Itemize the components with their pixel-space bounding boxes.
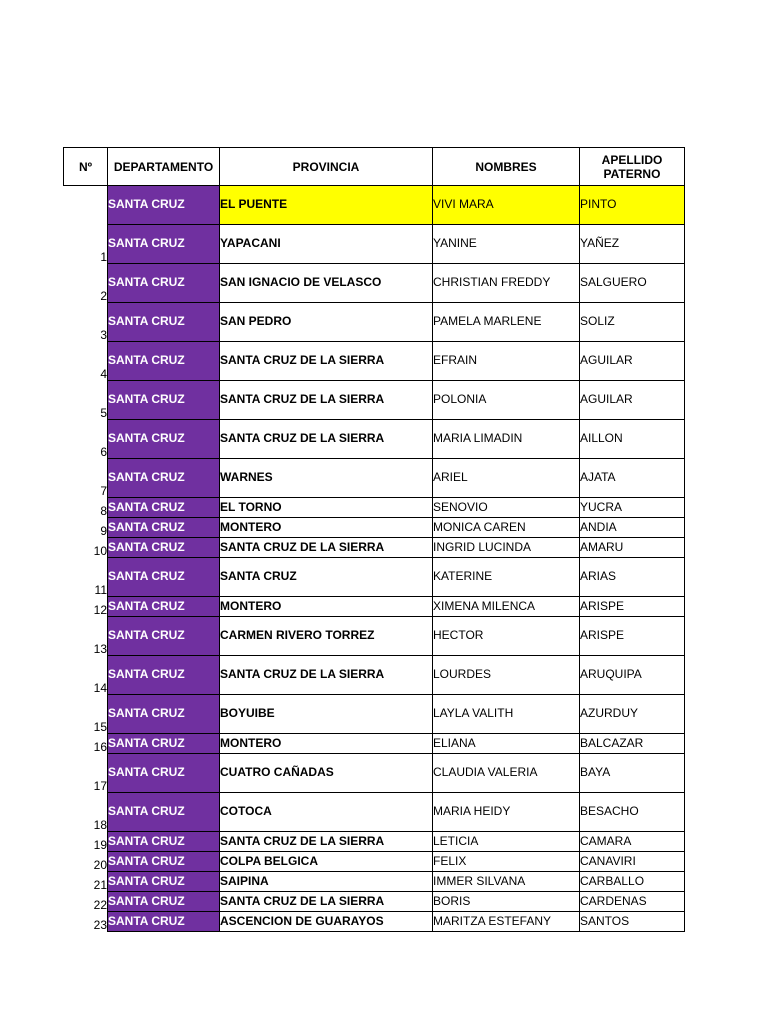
table-row xyxy=(64,420,685,459)
departamento-cell: SANTA CRUZ xyxy=(108,793,220,832)
apellido-cell: BAYA xyxy=(580,754,685,793)
apellido-cell: AZURDUY xyxy=(580,695,685,734)
row-number-cell: 1 xyxy=(100,249,107,264)
nombres-cell: MONICA CAREN xyxy=(433,518,580,538)
table-row xyxy=(64,558,685,597)
table-row xyxy=(64,342,685,381)
apellido-cell: AJATA xyxy=(580,459,685,498)
table-row xyxy=(64,303,685,342)
apellido-cell: AGUILAR xyxy=(580,342,685,381)
table-row xyxy=(64,872,685,892)
departamento-cell: SANTA CRUZ xyxy=(108,872,220,892)
departamento-cell: SANTA CRUZ xyxy=(108,264,220,303)
provincia-cell: SANTA CRUZ xyxy=(220,558,433,597)
table-row xyxy=(64,892,685,912)
provincia-cell: CARMEN RIVERO TORREZ xyxy=(220,617,433,656)
departamento-cell: SANTA CRUZ xyxy=(108,656,220,695)
provincia-cell: SANTA CRUZ DE LA SIERRA xyxy=(220,832,433,852)
nombres-cell: XIMENA MILENCA xyxy=(433,597,580,617)
table-row xyxy=(64,225,685,264)
departamento-cell: SANTA CRUZ xyxy=(108,695,220,734)
row-number-cell xyxy=(64,186,108,225)
departamento-cell: SANTA CRUZ xyxy=(108,518,220,538)
table-body xyxy=(64,186,685,932)
apellido-cell: PINTO xyxy=(580,186,685,225)
provincia-cell: CUATRO CAÑADAS xyxy=(220,754,433,793)
nombres-cell: KATERINE xyxy=(433,558,580,597)
provincia-cell: SANTA CRUZ DE LA SIERRA xyxy=(220,420,433,459)
provincia-cell: SAN PEDRO xyxy=(220,303,433,342)
apellido-cell: CANAVIRI xyxy=(580,852,685,872)
apellido-cell: SALGUERO xyxy=(580,264,685,303)
apellido-cell: SANTOS xyxy=(580,912,685,932)
provincia-cell: EL TORNO xyxy=(220,498,433,518)
provincia-cell: WARNES xyxy=(220,459,433,498)
nombres-cell: HECTOR xyxy=(433,617,580,656)
apellido-cell: ARISPE xyxy=(580,597,685,617)
departamento-cell: SANTA CRUZ xyxy=(108,734,220,754)
nombres-cell: MARIA HEIDY xyxy=(433,793,580,832)
departamento-cell: SANTA CRUZ xyxy=(108,225,220,264)
table-row xyxy=(64,754,685,793)
apellido-cell: ARISPE xyxy=(580,617,685,656)
row-number-cell: 15 xyxy=(93,719,107,734)
registry-table xyxy=(63,147,685,932)
header-apellido-line1: APELLIDO xyxy=(601,152,663,167)
nombres-cell: FELIX xyxy=(433,852,580,872)
row-number-cell: 14 xyxy=(93,680,107,695)
nombres-cell: CHRISTIAN FREDDY xyxy=(433,264,580,303)
row-number-cell: 8 xyxy=(100,503,107,518)
table-row xyxy=(64,734,685,754)
table-row xyxy=(64,912,685,932)
apellido-cell: CARBALLO xyxy=(580,872,685,892)
nombres-cell: INGRID LUCINDA xyxy=(433,538,580,558)
header-apellido-line2: PATERNO xyxy=(603,166,661,181)
nombres-cell: PAMELA MARLENE xyxy=(433,303,580,342)
departamento-cell: SANTA CRUZ xyxy=(108,597,220,617)
departamento-cell: SANTA CRUZ xyxy=(108,420,220,459)
apellido-cell: SOLIZ xyxy=(580,303,685,342)
header-nombres: NOMBRES xyxy=(433,148,580,186)
header-apellido xyxy=(580,148,685,186)
table-row xyxy=(64,538,685,558)
table-row xyxy=(64,617,685,656)
nombres-cell: BORIS xyxy=(433,892,580,912)
row-number-cell: 13 xyxy=(93,641,107,656)
apellido-cell: AMARU xyxy=(580,538,685,558)
nombres-cell: ELIANA xyxy=(433,734,580,754)
nombres-cell: MARIA LIMADIN xyxy=(433,420,580,459)
departamento-cell: SANTA CRUZ xyxy=(108,558,220,597)
table-row xyxy=(64,518,685,538)
row-number-cell: 20 xyxy=(93,857,107,872)
row-number-cell: 12 xyxy=(93,602,107,617)
provincia-cell: MONTERO xyxy=(220,597,433,617)
table-row xyxy=(64,459,685,498)
row-number-cell: 22 xyxy=(93,897,107,912)
row-number-cell: 6 xyxy=(100,444,107,459)
row-number-cell: 19 xyxy=(93,837,107,852)
provincia-cell: SANTA CRUZ DE LA SIERRA xyxy=(220,381,433,420)
row-number-cell: 17 xyxy=(93,778,107,793)
table-row xyxy=(64,793,685,832)
row-number-cell: 4 xyxy=(100,366,107,381)
table-row xyxy=(64,264,685,303)
departamento-cell: SANTA CRUZ xyxy=(108,892,220,912)
provincia-cell: SAN IGNACIO DE VELASCO xyxy=(220,264,433,303)
nombres-cell: EFRAIN xyxy=(433,342,580,381)
departamento-cell: SANTA CRUZ xyxy=(108,832,220,852)
row-number-cell: 18 xyxy=(93,817,107,832)
row-number-cell: 16 xyxy=(93,739,107,754)
departamento-cell: SANTA CRUZ xyxy=(108,303,220,342)
nombres-cell: IMMER SILVANA xyxy=(433,872,580,892)
apellido-cell: BESACHO xyxy=(580,793,685,832)
provincia-cell: YAPACANI xyxy=(220,225,433,264)
provincia-cell: COTOCA xyxy=(220,793,433,832)
apellido-cell: ARUQUIPA xyxy=(580,656,685,695)
departamento-cell: SANTA CRUZ xyxy=(108,342,220,381)
provincia-cell: SANTA CRUZ DE LA SIERRA xyxy=(220,342,433,381)
provincia-cell: BOYUIBE xyxy=(220,695,433,734)
row-number-cell: 2 xyxy=(100,288,107,303)
row-number-cell: 7 xyxy=(100,483,107,498)
departamento-cell: SANTA CRUZ xyxy=(108,912,220,932)
nombres-cell: ARIEL xyxy=(433,459,580,498)
apellido-cell: AILLON xyxy=(580,420,685,459)
nombres-cell: LOURDES xyxy=(433,656,580,695)
nombres-cell: MARITZA ESTEFANY xyxy=(433,912,580,932)
row-number-cell: 23 xyxy=(93,917,107,932)
departamento-cell: SANTA CRUZ xyxy=(108,186,220,225)
row-number-cell: 21 xyxy=(93,877,107,892)
provincia-cell: ASCENCION DE GUARAYOS xyxy=(220,912,433,932)
header-provincia: PROVINCIA xyxy=(220,148,433,186)
provincia-cell: MONTERO xyxy=(220,518,433,538)
provincia-cell: SAIPINA xyxy=(220,872,433,892)
apellido-cell: YUCRA xyxy=(580,498,685,518)
provincia-cell: COLPA BELGICA xyxy=(220,852,433,872)
nombres-cell: LETICIA xyxy=(433,832,580,852)
apellido-cell: ARIAS xyxy=(580,558,685,597)
apellido-cell: CARDENAS xyxy=(580,892,685,912)
row-number-cell: 10 xyxy=(93,543,107,558)
row-number-cell: 11 xyxy=(94,582,107,597)
departamento-cell: SANTA CRUZ xyxy=(108,381,220,420)
apellido-cell: AGUILAR xyxy=(580,381,685,420)
row-number-cell: 9 xyxy=(100,523,107,538)
table-row xyxy=(64,381,685,420)
header-num: Nº xyxy=(64,148,108,186)
provincia-cell: SANTA CRUZ DE LA SIERRA xyxy=(220,538,433,558)
table-row xyxy=(64,695,685,734)
row-number-cell: 3 xyxy=(100,327,107,342)
nombres-cell: VIVI MARA xyxy=(433,186,580,225)
provincia-cell: SANTA CRUZ DE LA SIERRA xyxy=(220,656,433,695)
table-row xyxy=(64,656,685,695)
table-row xyxy=(64,186,685,225)
departamento-cell: SANTA CRUZ xyxy=(108,617,220,656)
nombres-cell: LAYLA VALITH xyxy=(433,695,580,734)
nombres-cell: YANINE xyxy=(433,225,580,264)
apellido-cell: CAMARA xyxy=(580,832,685,852)
header-departamento: DEPARTAMENTO xyxy=(108,148,220,186)
table-row xyxy=(64,832,685,852)
departamento-cell: SANTA CRUZ xyxy=(108,538,220,558)
nombres-cell: POLONIA xyxy=(433,381,580,420)
departamento-cell: SANTA CRUZ xyxy=(108,459,220,498)
row-number-cell: 5 xyxy=(100,405,107,420)
departamento-cell: SANTA CRUZ xyxy=(108,498,220,518)
table-row xyxy=(64,498,685,518)
header-row xyxy=(64,148,685,186)
provincia-cell: SANTA CRUZ DE LA SIERRA xyxy=(220,892,433,912)
nombres-cell: CLAUDIA VALERIA xyxy=(433,754,580,793)
nombres-cell: SENOVIO xyxy=(433,498,580,518)
apellido-cell: YAÑEZ xyxy=(580,225,685,264)
apellido-cell: BALCAZAR xyxy=(580,734,685,754)
table-row xyxy=(64,597,685,617)
departamento-cell: SANTA CRUZ xyxy=(108,852,220,872)
table-row xyxy=(64,852,685,872)
apellido-cell: ANDIA xyxy=(580,518,685,538)
provincia-cell: MONTERO xyxy=(220,734,433,754)
provincia-cell: EL PUENTE xyxy=(220,186,433,225)
departamento-cell: SANTA CRUZ xyxy=(108,754,220,793)
